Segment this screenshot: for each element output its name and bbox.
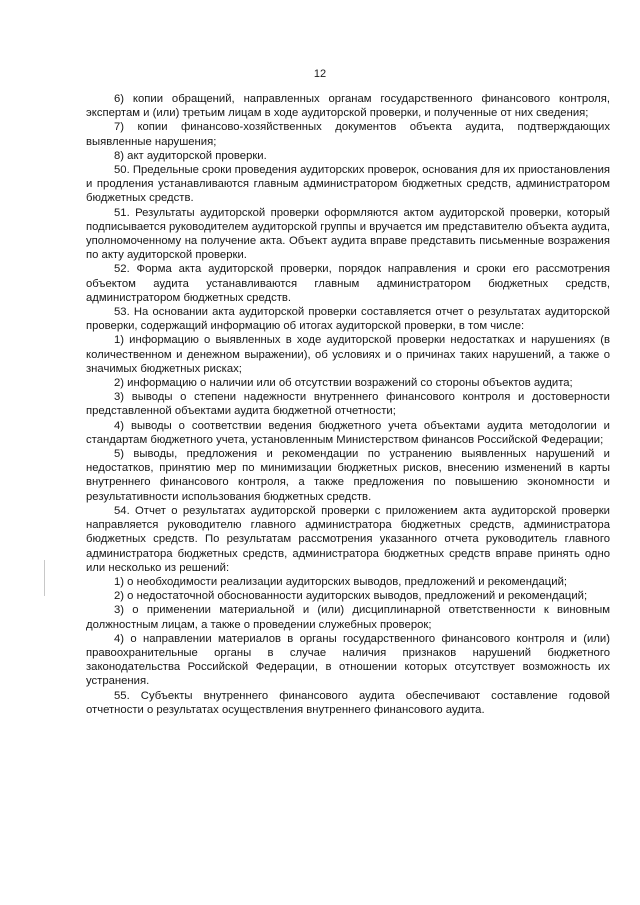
- paragraph-53-item-3: 3) выводы о степени надежности внутреннего финансового контроля и достоверности представленной объектами аудита бюджетной отчетности;: [86, 391, 610, 418]
- paragraph-53-item-4: 4) выводы о соответствии ведения бюджетного учета объектами аудита методологии и стандартам бюджетного учета, установленным Министерством финансов Российской Федерации;: [86, 419, 610, 446]
- page-number: 12: [313, 68, 327, 80]
- paragraph-51: 51. Результаты аудиторской проверки оформляются актом аудиторской проверки, который подписывается руководителем аудиторской группы и вручается им представителю объекта аудита, уполномоченному на получение акта. Объект аудита вправе представить письменные возражения по акту аудиторской проверки.: [86, 206, 610, 262]
- paragraph-52: 52. Форма акта аудиторской проверки, порядок направления и сроки его рассмотрения объектом аудита устанавливаются главным администратором бюджетных средств, администратором бюджетных средств.: [86, 263, 610, 304]
- paragraph-53: 53. На основании акта аудиторской проверки составляется отчет о результатах аудиторской проверки, содержащий информацию об итогах аудиторской проверки, в том числе:: [86, 306, 610, 333]
- paragraph-54-item-2: 2) о недостаточной обоснованности аудиторских выводов, предложений и рекомендаций;: [114, 590, 588, 603]
- paragraph-item-7: 7) копии финансово-хозяйственных документов объекта аудита, подтверждающих выявленные нарушения;: [86, 121, 610, 148]
- paragraph-53-item-2: 2) информацию о наличии или об отсутствии возражений со стороны объектов аудита;: [114, 377, 573, 390]
- paragraph-item-8: 8) акт аудиторской проверки.: [114, 149, 267, 162]
- document-body: [86, 92, 610, 717]
- paragraph-55: 55. Субъекты внутреннего финансового аудита обеспечивают составление годовой отчетности о результатах осуществления внутреннего финансового аудита.: [86, 689, 610, 716]
- scan-margin-mark: [44, 560, 45, 596]
- paragraph-54-item-1: 1) о необходимости реализации аудиторских выводов, предложений и рекомендаций;: [114, 575, 568, 588]
- paragraph-54-item-4: 4) о направлении материалов в органы государственного финансового контроля и (или) правоохранительные органы в случае наличия признаков нарушений бюджетного законодательства Российской Федерации, в отношении которых отсутствует возможность их устранения.: [86, 632, 610, 688]
- paragraph-53-item-1: 1) информацию о выявленных в ходе аудиторской проверки недостатках и нарушениях (в количественном и денежном выражении), об условиях и о причинах таких нарушений, а также о значимых бюджетных рисках;: [86, 334, 610, 375]
- paragraph-item-6: 6) копии обращений, направленных органам государственного финансового контроля, экспертам и (или) третьим лицам в ходе аудиторской проверки, и полученные от них сведения;: [86, 93, 610, 120]
- paragraph-50: 50. Предельные сроки проведения аудиторских проверок, основания для их приостановления и продления устанавливаются главным администратором бюджетных средств, администратором бюджетных средств.: [86, 164, 610, 205]
- paragraph-54: 54. Отчет о результатах аудиторской проверки с приложением акта аудиторской проверки направляется руководителю главного администратора бюджетных средств, администратора бюджетных средств. По результатам рассмотрения указанного отчета руководитель главного администратора бюджетных средств, администратора бюджетных средств вправе принять одно или несколько из решений:: [86, 504, 610, 574]
- paragraph-54-item-3: 3) о применении материальной и (или) дисциплинарной ответственности к виновным должностным лицам, а также о проведении служебных проверок;: [86, 604, 610, 631]
- paragraph-53-item-5: 5) выводы, предложения и рекомендации по устранению выявленных нарушений и недостатков, принятию мер по минимизации бюджетных рисков, внесению изменений в карты внутреннего финансового контроля, а также предложения по повышению экономности и результативности использования бюджетных средств.: [86, 448, 610, 503]
